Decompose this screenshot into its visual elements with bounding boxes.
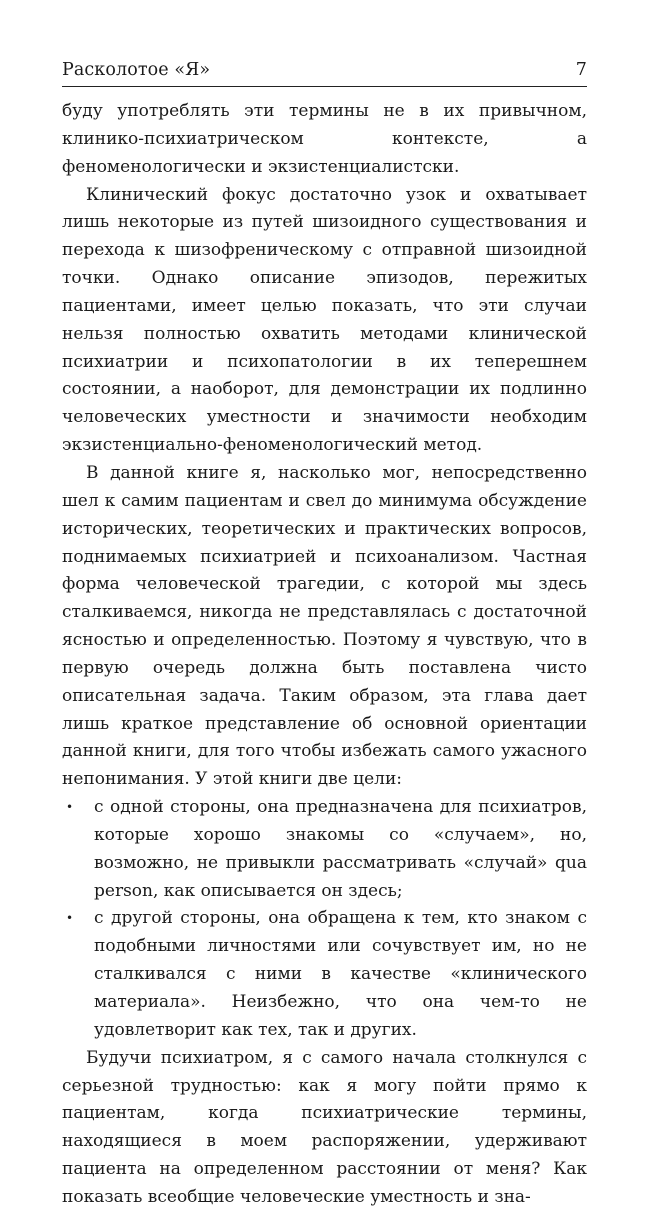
- list-item: [62, 905, 587, 1044]
- chapter-title: Расколотое «Я»: [62, 60, 211, 80]
- bullet-marker: •: [66, 911, 74, 926]
- paragraph-continued: буду употреблять эти термины не в их привычном, клинико-психиатрическом контексте, а феноменологически и экзистенциалистски.: [62, 101, 587, 177]
- list-item: [62, 794, 587, 905]
- paragraph: Клинический фокус достаточно узок и охватывает лишь некоторые из путей шизоидного существования и перехода к шизофреническому с отправной шизоидной точки. Однако описание эпизодов, пережитых пациентами, имеет целью показать, что эти случаи нельзя полностью охватить методами клинической психиатрии и психопатологии в их теперешнем состоянии, а наоборот, для демонстрации их подлинно человеческих уместности и значимости необходим экзистенциально-феноменологический метод.: [62, 184, 587, 456]
- list-item-text: с одной стороны, она предназначена для психиатров, которые хорошо знакомы со «случаем», но, возможно, не привыкли рассматривать «случай» qua person, как описывается он здесь;: [94, 797, 587, 901]
- paragraph: В данной книге я, насколько мог, непосредственно шел к самим пациентам и свел до минимума обсуждение исторических, теоретических и практических вопросов, поднимаемых психиатрией и психоанализом. Частная форма человеческой трагедии, с которой мы здесь сталкиваемся, никогда не представлялась с достаточной ясностью и определенностью. Поэтому я чувствую, что в первую очередь должна быть поставлена чисто описательная задача. Таким образом, эта глава дает лишь краткое представление об основной ориентации данной книги, для того чтобы избежать самого ужасного непонимания. У этой книги две цели:: [62, 462, 587, 790]
- paragraph: Будучи психиатром, я с самого начала столкнулся с серьезной трудностью: как я могу пойти прямо к пациентам, когда психиатрические термины, находящиеся в моем распоряжении, удерживают пациента на определенном расстоянии от меня? Как показать всеобщие человеческие уместность и зна-: [62, 1047, 587, 1207]
- list-item-text: с другой стороны, она обращена к тем, кто знаком с подобными личностями или сочувствует им, но не сталкивался с ними в качестве «клинического материала». Неизбежно, что она чем-то не удовлетворит как тех, так и других.: [94, 908, 587, 1040]
- bullet-list: [62, 794, 587, 1045]
- header-rule: [62, 86, 587, 87]
- running-head: [62, 57, 587, 83]
- bullet-marker: •: [66, 800, 74, 815]
- page-number: 7: [575, 60, 587, 80]
- body-text: [62, 98, 587, 1212]
